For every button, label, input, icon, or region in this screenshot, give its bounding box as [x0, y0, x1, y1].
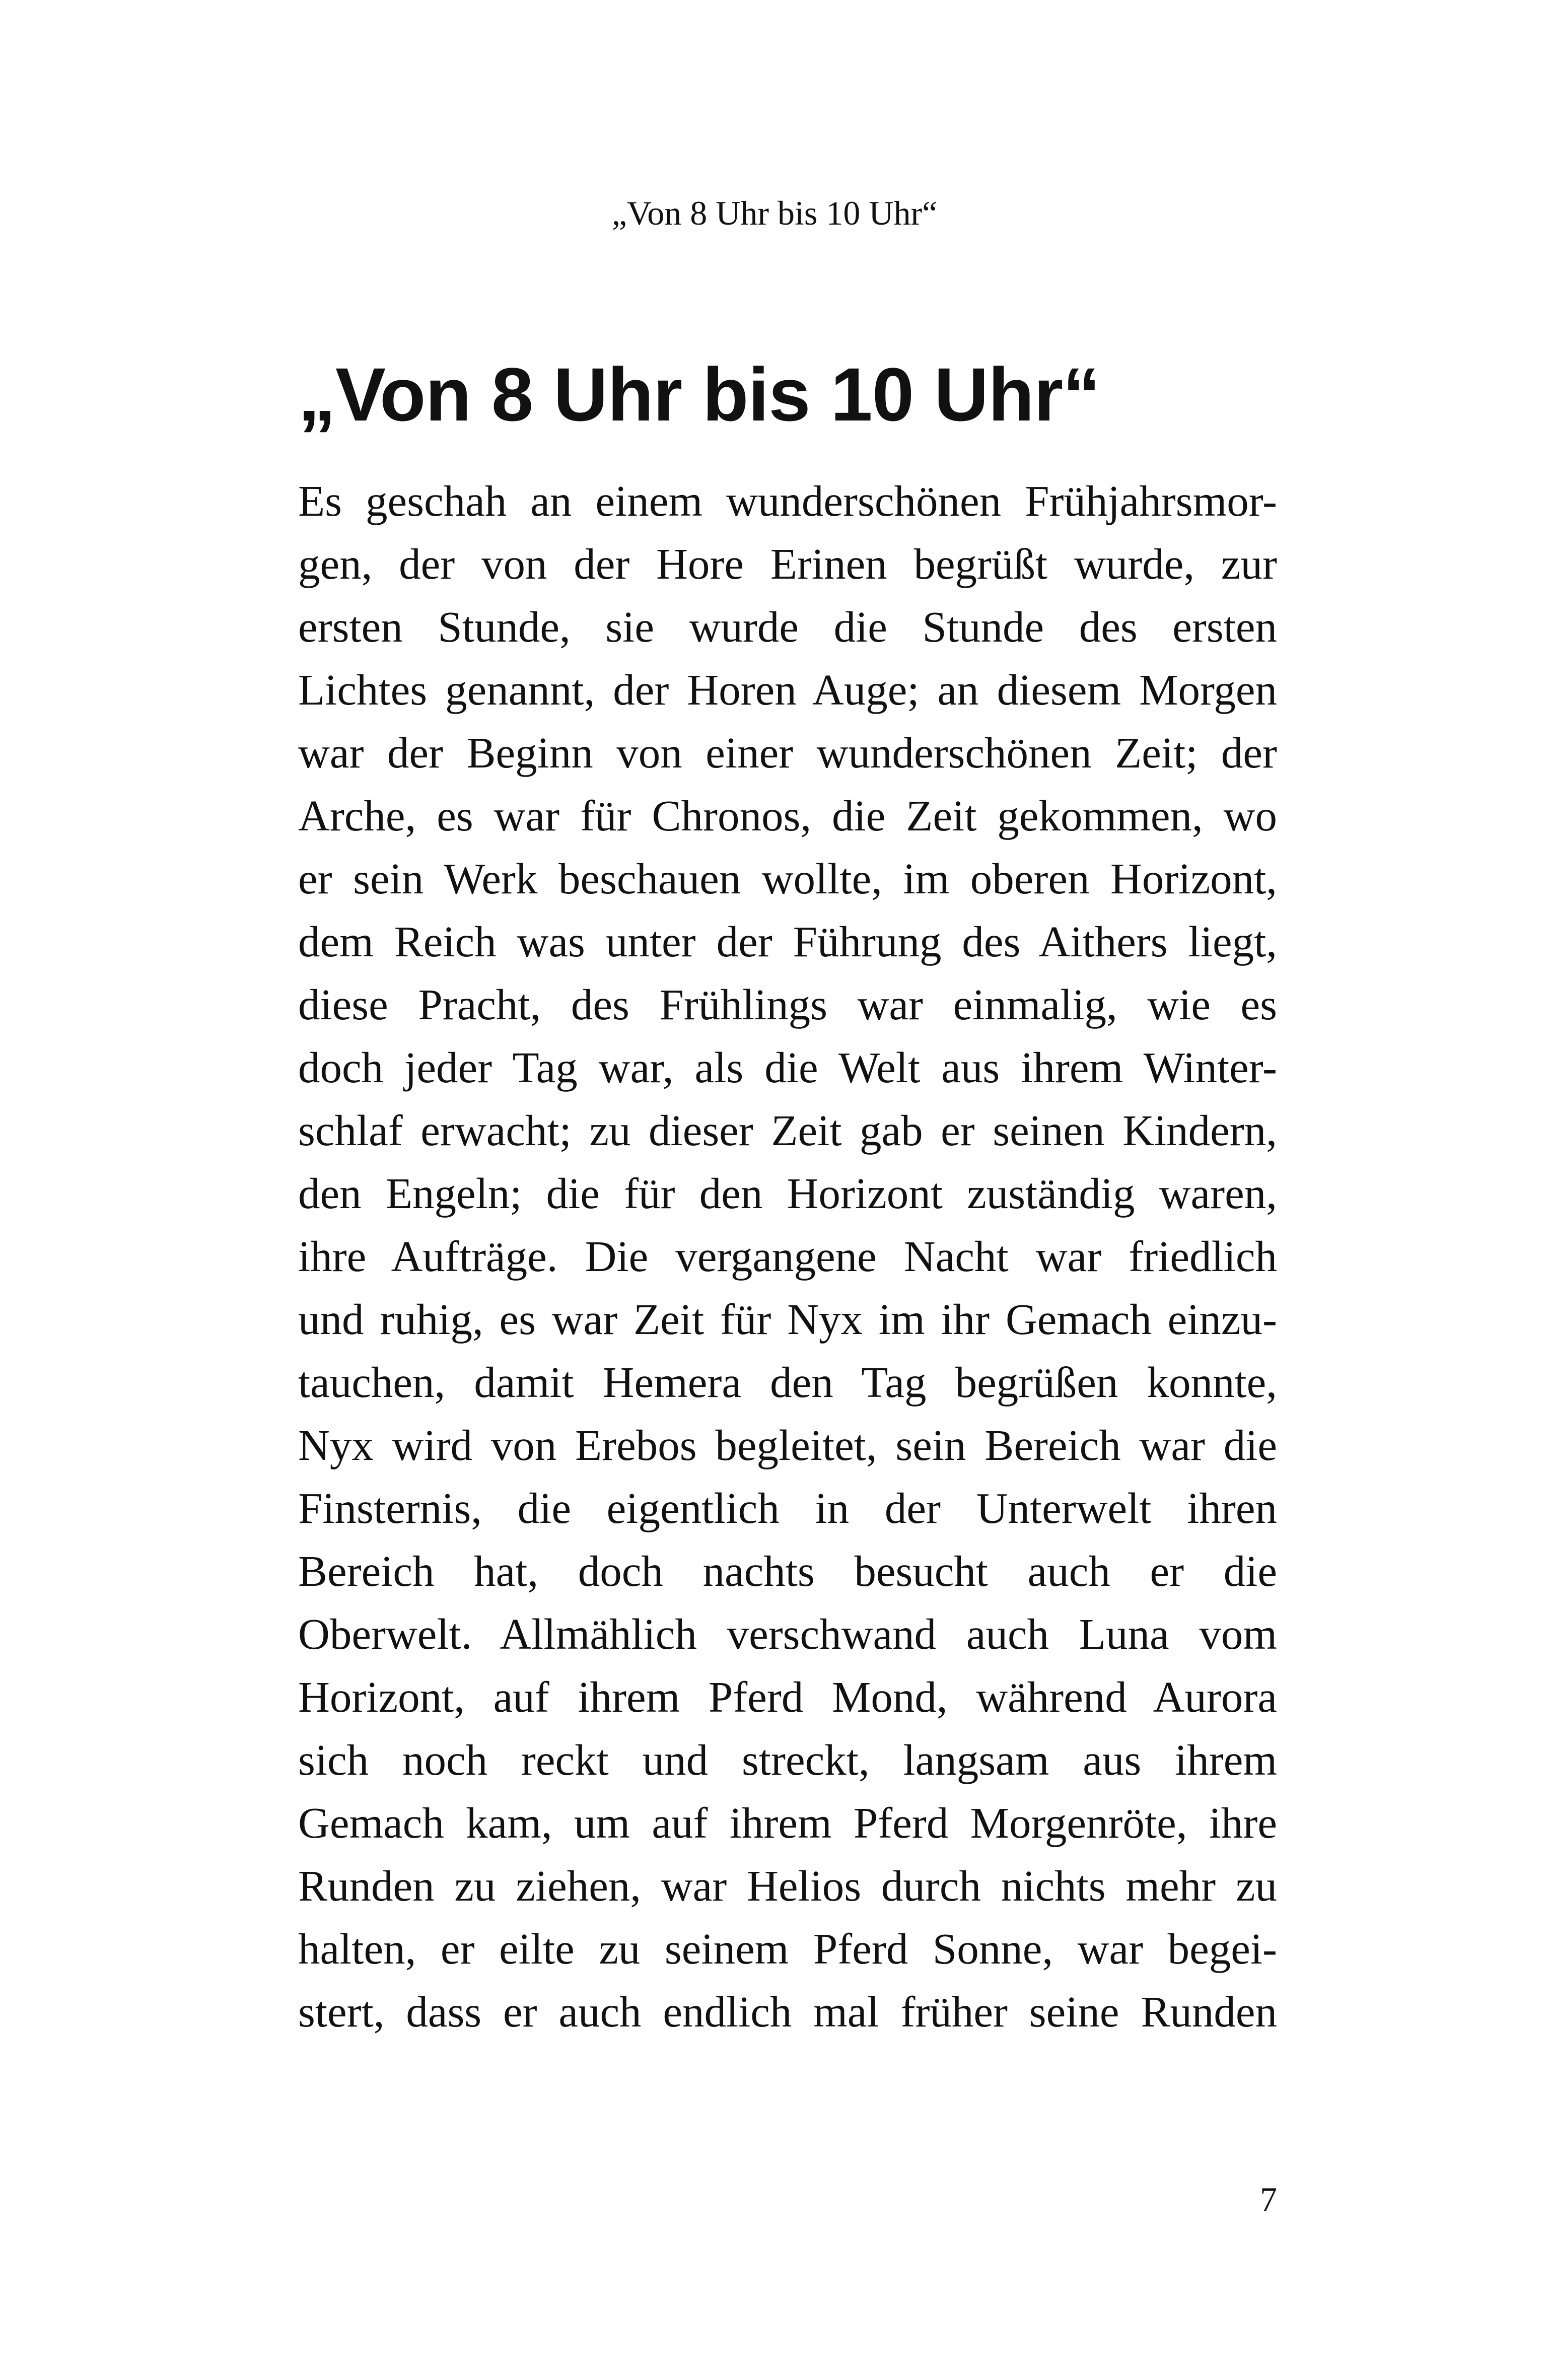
running-header: „Von 8 Uhr bis 10 Uhr“: [611, 194, 938, 232]
text-line: den Engeln; die für den Horizont zuständig waren,: [298, 1169, 1277, 1218]
text-line: Horizont, auf ihrem Pferd Mond, während Aurora: [298, 1672, 1277, 1721]
body-text: [298, 469, 1277, 2043]
text-line: war der Beginn von einer wunderschönen Zeit; der: [298, 728, 1277, 777]
text-line: dem Reich was unter der Führung des Aithers liegt,: [298, 917, 1277, 966]
text-line: Lichtes genannt, der Horen Auge; an diesem Morgen: [298, 665, 1277, 714]
text-line: Nyx wird von Erebos begleitet, sein Bereich war die: [298, 1421, 1277, 1469]
text-line: Finsternis, die eigentlich in der Unterwelt ihren: [298, 1484, 1277, 1532]
text-line: er sein Werk beschauen wollte, im oberen Horizont,: [298, 854, 1277, 903]
text-line: halten, er eilte zu seinem Pferd Sonne, war begei-: [298, 1924, 1277, 1973]
text-line: schlaf erwacht; zu dieser Zeit gab er seinen Kindern,: [298, 1106, 1277, 1155]
text-line: ihre Aufträge. Die vergangene Nacht war friedlich: [298, 1232, 1277, 1281]
text-line: doch jeder Tag war, als die Welt aus ihrem Winter-: [298, 1043, 1277, 1092]
text-line: Arche, es war für Chronos, die Zeit gekommen, wo: [298, 791, 1277, 840]
text-line: und ruhig, es war Zeit für Nyx im ihr Gemach einzu-: [298, 1295, 1277, 1344]
page-number: 7: [1260, 2180, 1277, 2218]
text-line: Es geschah an einem wunderschönen Frühjahrsmor-: [298, 476, 1277, 525]
text-line: tauchen, damit Hemera den Tag begrüßen konnte,: [298, 1358, 1277, 1407]
text-line: diese Pracht, des Frühlings war einmalig, wie es: [298, 980, 1277, 1029]
chapter-title: „Von 8 Uhr bis 10 Uhr“: [298, 352, 1100, 437]
text-line: gen, der von der Hore Erinen begrüßt wurde, zur: [298, 539, 1277, 588]
text-line: sich noch reckt und streckt, langsam aus ihrem: [298, 1735, 1277, 1784]
text-line: Gemach kam, um auf ihrem Pferd Morgenröte, ihre: [298, 1798, 1277, 1847]
text-line: Oberwelt. Allmählich verschwand auch Luna vom: [298, 1609, 1277, 1658]
text-line: Bereich hat, doch nachts besucht auch er die: [298, 1547, 1277, 1595]
text-line: Runden zu ziehen, war Helios durch nichts mehr zu: [298, 1861, 1277, 1910]
text-line: ersten Stunde, sie wurde die Stunde des ersten: [298, 602, 1277, 651]
text-line: stert, dass er auch endlich mal früher seine Runden: [298, 1987, 1277, 2036]
